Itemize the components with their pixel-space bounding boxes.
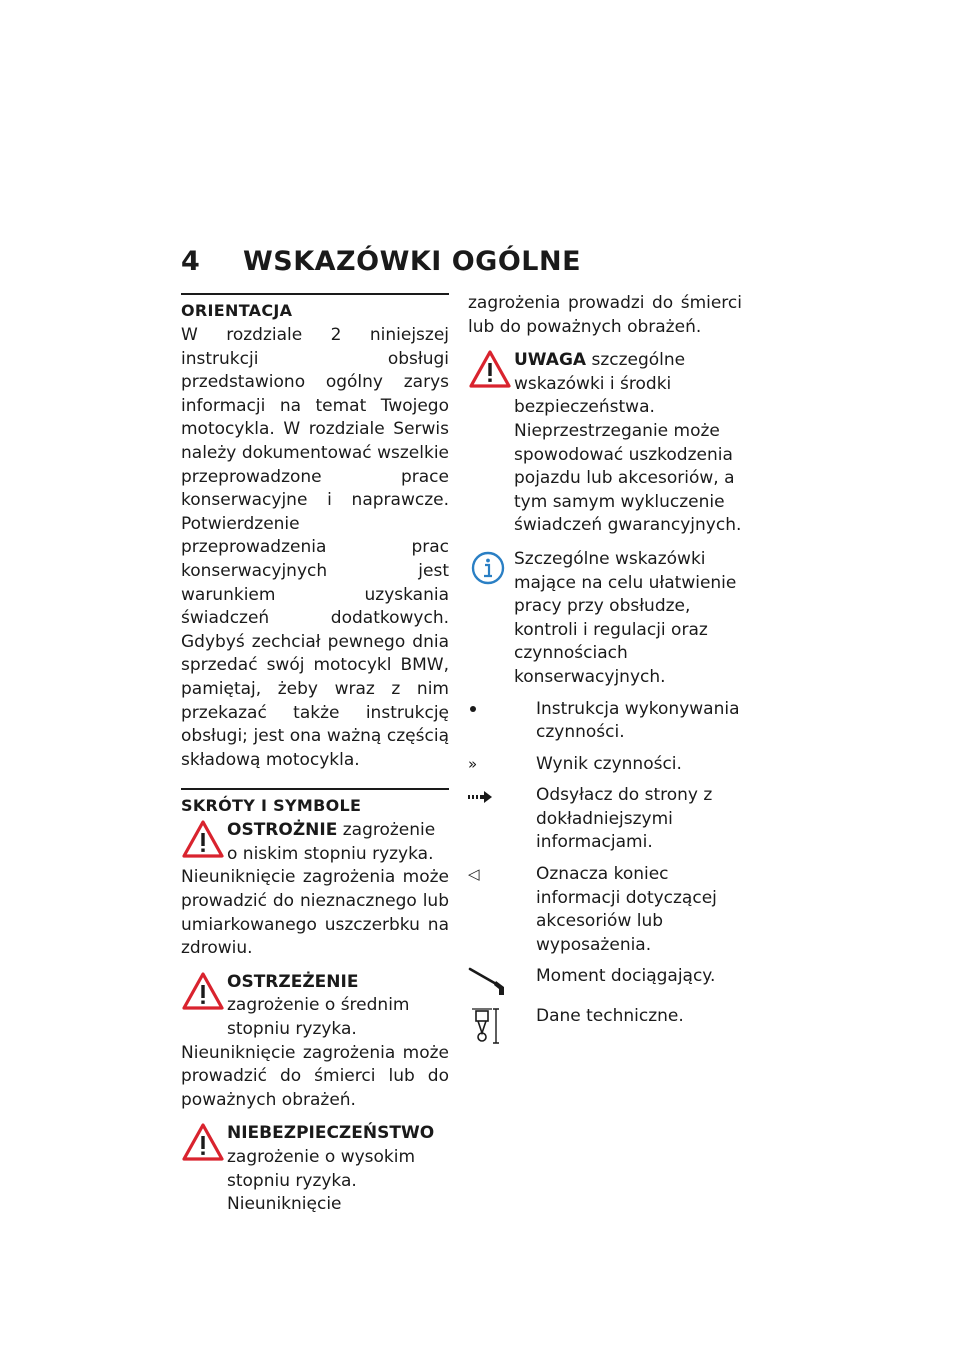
danger-note — [181, 1122, 449, 1216]
caution-lead: zagrożenie o niskim stopniu ryzyka. — [227, 820, 436, 864]
symbols-heading: SKRÓTY I SYMBOLE — [181, 796, 362, 816]
list-item — [468, 863, 742, 957]
info-lead: Szczególne wskazówki mające na celu ułatwienie pracy przy obsłudze, kontroli i regulacji oraz czynnościach konserwacyjnych. — [514, 548, 737, 687]
end-marker-icon: ◁ — [468, 865, 480, 884]
attention-lead: szczególne wskazówki i środki bezpieczeństwa. Nieprzestrzeganie może spowodować uszkodzenia pojazdu lub akcesoriów, a tym samym wykluczenie świadczeń gwarancyjnych. — [514, 350, 742, 536]
symbol-description: Oznacza koniec informacji dotyczącej akcesoriów lub wyposażenia. — [536, 864, 717, 955]
list-item — [468, 753, 742, 777]
symbol-description: Moment dociągający. — [536, 966, 716, 987]
warning-body: Nieuniknięcie zagrożenia może prowadzić do śmierci lub do poważnych obrażeń. — [181, 1042, 449, 1110]
symbol-description: Odsyłacz do strony z dokładniejszymi informacjami. — [536, 785, 713, 853]
bullet-dot-icon — [468, 698, 536, 712]
attention-note — [468, 349, 742, 538]
danger-keyword: NIEBEZPIECZEŃSTWO — [227, 1123, 435, 1144]
page-reference-arrow-icon — [468, 784, 536, 804]
caution-note — [181, 819, 449, 961]
caution-keyword: OSTROŻNIE — [227, 820, 338, 841]
warning-triangle-icon — [181, 1122, 227, 1166]
chapter-number: 4 — [181, 246, 201, 277]
chapter-heading — [181, 246, 581, 277]
symbol-description: Wynik czynności. — [536, 753, 682, 774]
danger-continuation: zagrożenia prowadzi do śmierci lub do poważnych obrażeń. — [468, 293, 742, 337]
section-divider — [181, 788, 449, 790]
warning-keyword: OSTRZEŻENIE — [227, 971, 359, 992]
section-divider — [181, 293, 449, 295]
warning-triangle-icon — [181, 971, 227, 1015]
left-column — [181, 293, 449, 1217]
warning-triangle-icon — [468, 349, 514, 393]
list-item — [468, 965, 742, 997]
list-item — [468, 784, 742, 855]
technical-data-icon — [468, 1005, 536, 1047]
caution-body: Nieuniknięcie zagrożenia może prowadzić do nieznacznego lub umiarkowanego uszczerbku na zdrowiu. — [181, 867, 449, 959]
orientation-heading: ORIENTACJA — [181, 301, 293, 320]
chapter-title: WSKAZÓWKI OGÓLNE — [243, 246, 582, 277]
torque-wrench-icon — [468, 965, 536, 997]
warning-lead: zagrożenie o średnim stopniu ryzyka. — [227, 995, 410, 1040]
symbol-description: Instrukcja wykonywania czynności. — [536, 698, 740, 743]
orientation-text: W rozdziale 2 niniejszej instrukcji obsługi przedstawiono ogólny zarys informacji na temat Twojego motocykla. W rozdziale Serwis należy dokumentować wszelkie przeprowadzone prace konserwacyjne i naprawcze. Potwierdzenie przeprowadzenia prac konserwacyjnych jest warunkiem uzyskania świadczeń dodatkowych. Gdybyś zechciał pewnego dnia sprzedać swój motocykl BMW, pamiętaj, żeby wraz z nim przekazać także instrukcję obsługi; jest ona ważną częścią składową motocykla. — [181, 325, 449, 770]
list-item — [468, 698, 742, 745]
list-item — [468, 1005, 742, 1047]
attention-keyword: UWAGA — [514, 350, 587, 371]
danger-lead: zagrożenie o wysokim stopniu ryzyka. Nieuniknięcie — [227, 1147, 416, 1215]
info-note — [468, 548, 742, 690]
warning-note — [181, 971, 449, 1113]
right-column — [468, 292, 742, 1047]
result-arrow-icon: » — [468, 754, 478, 773]
info-icon — [468, 548, 514, 592]
warning-triangle-icon — [181, 819, 227, 863]
symbol-description: Dane techniczne. — [536, 1006, 684, 1027]
